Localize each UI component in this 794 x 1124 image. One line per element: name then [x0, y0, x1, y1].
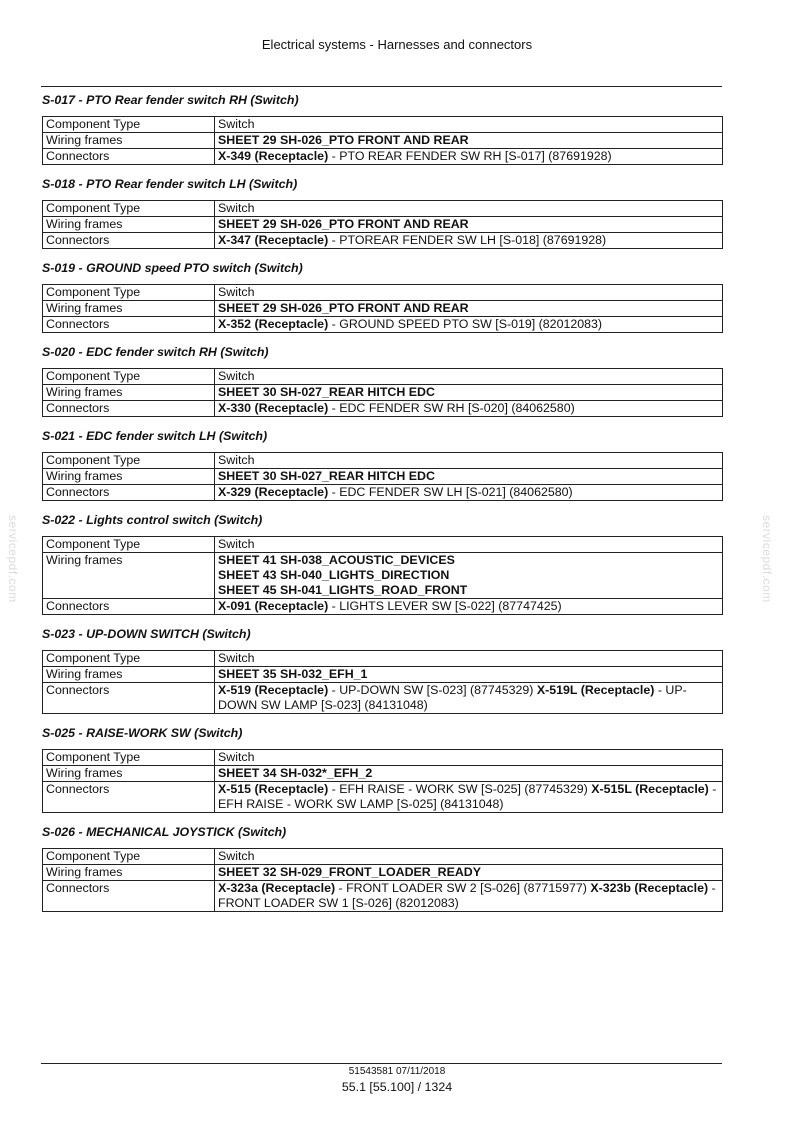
row-value [215, 553, 723, 599]
wiring-frames-row [43, 385, 723, 401]
row-label: Connectors [43, 485, 215, 501]
wiring-frame-value: SHEET 32 SH-029_FRONT_LOADER_READY [218, 865, 482, 879]
component-table [42, 284, 723, 333]
row-value [215, 301, 723, 317]
row-label: Connectors [43, 881, 215, 912]
wiring-frame-value: SHEET 30 SH-027_REAR HITCH EDC [218, 469, 435, 483]
wiring-frames-row [43, 133, 723, 149]
component-type-value: Switch [218, 285, 255, 299]
component-type-value: Switch [218, 117, 255, 131]
component-type-value: Switch [218, 537, 255, 551]
row-label: Connectors [43, 149, 215, 165]
row-value [215, 469, 723, 485]
connectors-row [43, 683, 723, 714]
row-value [215, 651, 723, 667]
connectors-row [43, 782, 723, 813]
component-list [42, 93, 723, 924]
connector-description: - PTOREAR FENDER SW LH [S-018] (87691928) [328, 233, 607, 247]
connector-id: X-323a (Receptacle) [218, 881, 336, 895]
row-label: Wiring frames [43, 133, 215, 149]
row-label: Wiring frames [43, 865, 215, 881]
row-label: Component Type [43, 117, 215, 133]
connector-description: - PTO REAR FENDER SW RH [S-017] (87691928) [328, 149, 612, 163]
row-value [215, 217, 723, 233]
row-label: Wiring frames [43, 301, 215, 317]
component-type-row [43, 750, 723, 766]
row-label: Connectors [43, 782, 215, 813]
row-label: Connectors [43, 317, 215, 333]
watermark-right: servicepdf.com [760, 515, 774, 603]
watermark-left: servicepdf.com [6, 515, 20, 603]
row-value [215, 133, 723, 149]
section-title: S-021 - EDC fender switch LH (Switch) [42, 429, 268, 443]
component-table [42, 368, 723, 417]
row-label: Component Type [43, 369, 215, 385]
row-label: Component Type [43, 285, 215, 301]
row-value [215, 117, 723, 133]
section-title: S-026 - MECHANICAL JOYSTICK (Switch) [42, 825, 287, 839]
component-type-row [43, 285, 723, 301]
connector-id: X-349 (Receptacle) [218, 149, 329, 163]
connector-description: - FRONT LOADER SW 2 [S-026] (87715977) [335, 881, 591, 895]
row-label: Wiring frames [43, 469, 215, 485]
component-table [42, 848, 723, 912]
connector-id: X-519 (Receptacle) [218, 683, 329, 697]
connectors-row [43, 599, 723, 615]
page-header-title: Electrical systems - Harnesses and connectors [261, 37, 533, 52]
row-label: Connectors [43, 599, 215, 615]
component-table [42, 749, 723, 813]
row-value [215, 369, 723, 385]
row-value [215, 599, 723, 615]
row-value [215, 485, 723, 501]
connector-id: X-352 (Receptacle) [218, 317, 329, 331]
row-value [215, 766, 723, 782]
row-label: Component Type [43, 453, 215, 469]
row-label: Component Type [43, 201, 215, 217]
component-table [42, 116, 723, 165]
connector-description: - EFH RAISE - WORK SW LAMP [S-025] (84131048) [218, 782, 720, 811]
connectors-row [43, 233, 723, 249]
row-value [215, 201, 723, 217]
connector-description: - FRONT LOADER SW 1 [S-026] (82012083) [218, 881, 720, 910]
connector-id: X-329 (Receptacle) [218, 485, 329, 499]
connector-description: - EDC FENDER SW LH [S-021] (84062580) [328, 485, 573, 499]
row-value [215, 750, 723, 766]
row-label: Wiring frames [43, 667, 215, 683]
row-value [215, 385, 723, 401]
wiring-frame-value: SHEET 30 SH-027_REAR HITCH EDC [218, 385, 435, 399]
row-value [215, 317, 723, 333]
connectors-row [43, 881, 723, 912]
connector-id: X-347 (Receptacle) [218, 233, 329, 247]
component-type-row [43, 117, 723, 133]
component-table [42, 452, 723, 501]
section-title: S-017 - PTO Rear fender switch RH (Switch) [42, 93, 299, 107]
connector-description: - LIGHTS LEVER SW [S-022] (87747425) [328, 599, 562, 613]
section-title: S-018 - PTO Rear fender switch LH (Switch) [42, 177, 298, 191]
component-type-value: Switch [218, 750, 255, 764]
row-label: Connectors [43, 401, 215, 417]
wiring-frames-row [43, 865, 723, 881]
connector-description: - UP-DOWN SW [S-023] (87745329) [328, 683, 537, 697]
component-type-row [43, 201, 723, 217]
component-type-row [43, 849, 723, 865]
component-type-value: Switch [218, 201, 255, 215]
row-value [215, 453, 723, 469]
connector-description: - UP-DOWN SW LAMP [S-023] (84131048) [218, 683, 687, 712]
wiring-frames-row [43, 766, 723, 782]
wiring-frame-value: SHEET 29 SH-026_PTO FRONT AND REAR [218, 133, 469, 147]
wiring-frames-row [43, 217, 723, 233]
row-value [215, 881, 723, 912]
connector-id: X-519L (Receptacle) [536, 683, 655, 697]
row-value [215, 667, 723, 683]
wiring-frames-row [43, 553, 723, 599]
connector-description: - EDC FENDER SW RH [S-020] (84062580) [328, 401, 575, 415]
row-label: Component Type [43, 651, 215, 667]
row-label: Component Type [43, 537, 215, 553]
component-type-value: Switch [218, 453, 255, 467]
row-value [215, 285, 723, 301]
component-type-row [43, 537, 723, 553]
row-label: Wiring frames [43, 553, 215, 599]
row-value [215, 865, 723, 881]
connector-id: X-091 (Receptacle) [218, 599, 329, 613]
component-table [42, 200, 723, 249]
row-label: Wiring frames [43, 766, 215, 782]
connector-description: - GROUND SPEED PTO SW [S-019] (82012083) [328, 317, 603, 331]
component-type-row [43, 453, 723, 469]
wiring-frames-row [43, 469, 723, 485]
wiring-frame-value: SHEET 35 SH-032_EFH_1 [218, 667, 368, 681]
connectors-row [43, 317, 723, 333]
connector-id: X-515 (Receptacle) [218, 782, 329, 796]
wiring-frames-row [43, 301, 723, 317]
component-table [42, 650, 723, 714]
section-title: S-023 - UP-DOWN SWITCH (Switch) [42, 627, 251, 641]
footer-rule [41, 1063, 722, 1064]
header-rule [41, 86, 722, 87]
row-value [215, 401, 723, 417]
row-value [215, 537, 723, 553]
row-label: Component Type [43, 750, 215, 766]
component-type-value: Switch [218, 369, 255, 383]
component-type-row [43, 369, 723, 385]
section-title: S-019 - GROUND speed PTO switch (Switch) [42, 261, 303, 275]
wiring-frame-value: SHEET 29 SH-026_PTO FRONT AND REAR [218, 217, 469, 231]
row-value [215, 849, 723, 865]
row-label: Wiring frames [43, 217, 215, 233]
row-value [215, 683, 723, 714]
connectors-row [43, 485, 723, 501]
wiring-frames-row [43, 667, 723, 683]
component-type-row [43, 651, 723, 667]
wiring-frame-value: SHEET 43 SH-040_LIGHTS_DIRECTION [218, 568, 450, 582]
component-table [42, 536, 723, 615]
wiring-frame-value: SHEET 41 SH-038_ACOUSTIC_DEVICES [218, 553, 455, 567]
connector-description: - EFH RAISE - WORK SW [S-025] (87745329) [328, 782, 592, 796]
connector-id: X-515L (Receptacle) [591, 782, 709, 796]
row-value [215, 233, 723, 249]
section-title: S-022 - Lights control switch (Switch) [42, 513, 263, 527]
row-value [215, 782, 723, 813]
document-code: 51543581 07/11/2018 [348, 1066, 446, 1077]
component-type-value: Switch [218, 849, 255, 863]
row-label: Connectors [43, 683, 215, 714]
connector-id: X-323b (Receptacle) [590, 881, 709, 895]
page-number: 55.1 [55.100] / 1324 [341, 1080, 453, 1094]
wiring-frame-value: SHEET 45 SH-041_LIGHTS_ROAD_FRONT [218, 583, 468, 597]
connectors-row [43, 401, 723, 417]
component-type-value: Switch [218, 651, 255, 665]
row-value [215, 149, 723, 165]
section-title: S-025 - RAISE-WORK SW (Switch) [42, 726, 243, 740]
row-label: Connectors [43, 233, 215, 249]
connectors-row [43, 149, 723, 165]
wiring-frame-value: SHEET 29 SH-026_PTO FRONT AND REAR [218, 301, 469, 315]
section-title: S-020 - EDC fender switch RH (Switch) [42, 345, 269, 359]
row-label: Wiring frames [43, 385, 215, 401]
row-label: Component Type [43, 849, 215, 865]
connector-id: X-330 (Receptacle) [218, 401, 329, 415]
wiring-frame-value: SHEET 34 SH-032*_EFH_2 [218, 766, 373, 780]
